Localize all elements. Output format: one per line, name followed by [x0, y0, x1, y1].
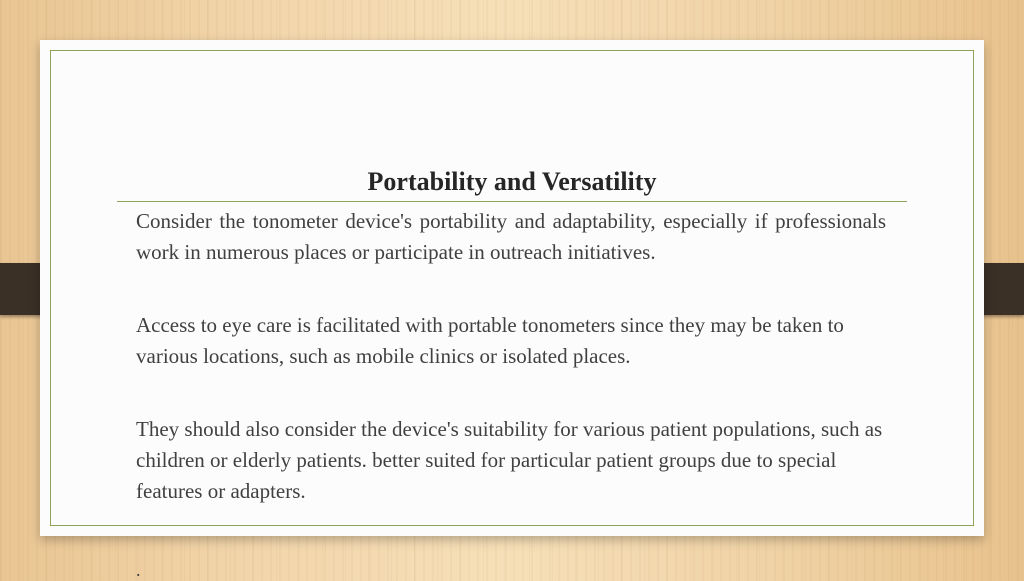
- slide-title: Portability and Versatility: [367, 167, 657, 196]
- paragraph-access: Access to eye care is facilitated with portable tonometers since they may be taken to various locations, such as mobile clinics or isolated places.: [136, 313, 844, 368]
- paragraph-suitability: They should also consider the device's suitability for various patient populations, such as children or elderly patients. better suited for particular patient groups due to special features or adapters.: [136, 417, 883, 503]
- trailing-mark: .: [136, 560, 141, 580]
- slide-card: [40, 40, 984, 536]
- slide-body: [136, 206, 886, 549]
- title-underline: [117, 201, 907, 202]
- paragraph-portability: Consider the tonometer device's portability and adaptability, especially if professionals work in numerous places or participate in outreach initiatives.: [136, 209, 886, 264]
